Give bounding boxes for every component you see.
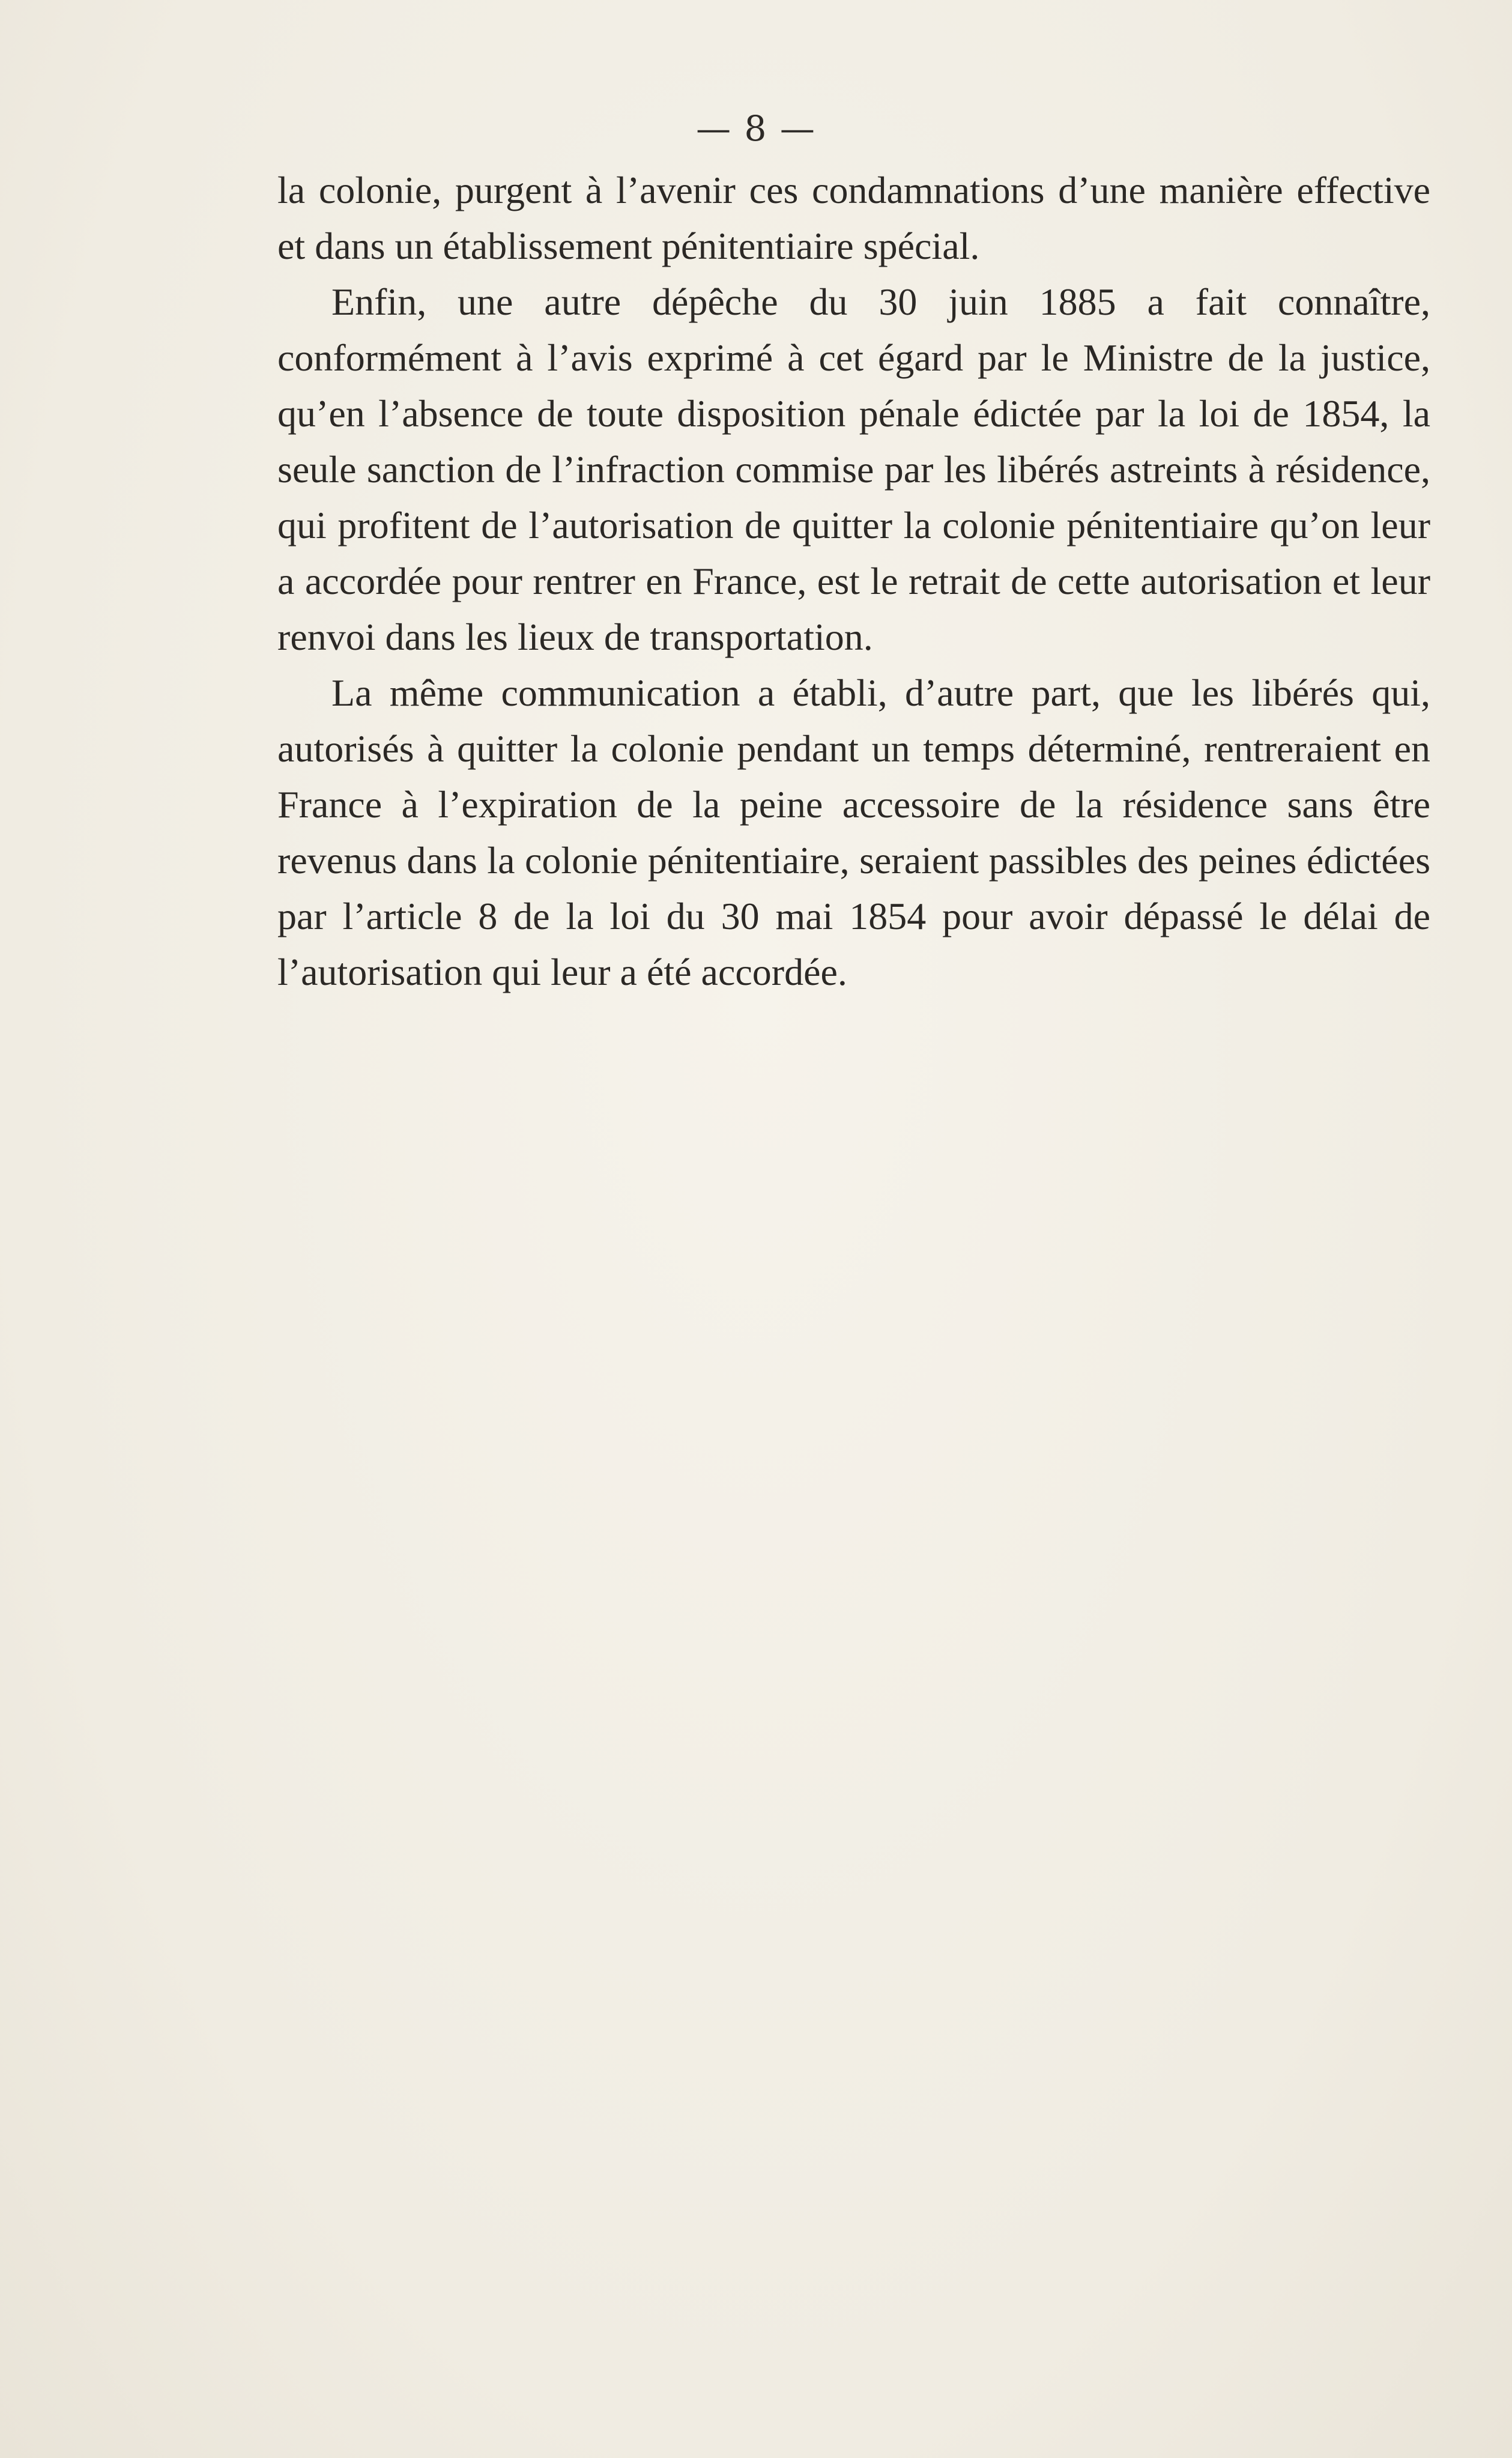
page-number: — 8 —	[696, 108, 816, 149]
paragraph-continuation: la colonie, purgent à l’avenir ces condamnations d’une manière effective et dans un établissement pénitentiaire spécial.	[277, 169, 1430, 267]
body-text	[277, 162, 1430, 1000]
paragraph-meme-communication: La même communication a établi, d’autre part, que les libérés qui, autorisés à quitter la colonie pendant un temps déterminé, rentreraient en France à l’expiration de la peine accessoire de la résidence sans être revenus dans la colonie pénitentiaire, seraient passibles des peines édictées par l’article 8 de la loi du 30 mai 1854 pour avoir dépassé le délai de l’autorisation qui leur a été accordée.	[277, 671, 1430, 993]
paragraph-depeche-30-juin-1885: Enfin, une autre dépêche du 30 juin 1885 a fait connaître, conformément à l’avis exprimé à cet égard par le Ministre de la justice, qu’en l’absence de toute disposition pénale édictée par la loi de 1854, la seule sanction de l’infraction commise par les libérés astreints à résidence, qui profitent de l’autorisation de quitter la colonie pénitentiaire qu’on leur a accordée pour rentrer en France, est le retrait de cette autorisation et leur renvoi dans les lieux de transportation.	[277, 280, 1430, 658]
